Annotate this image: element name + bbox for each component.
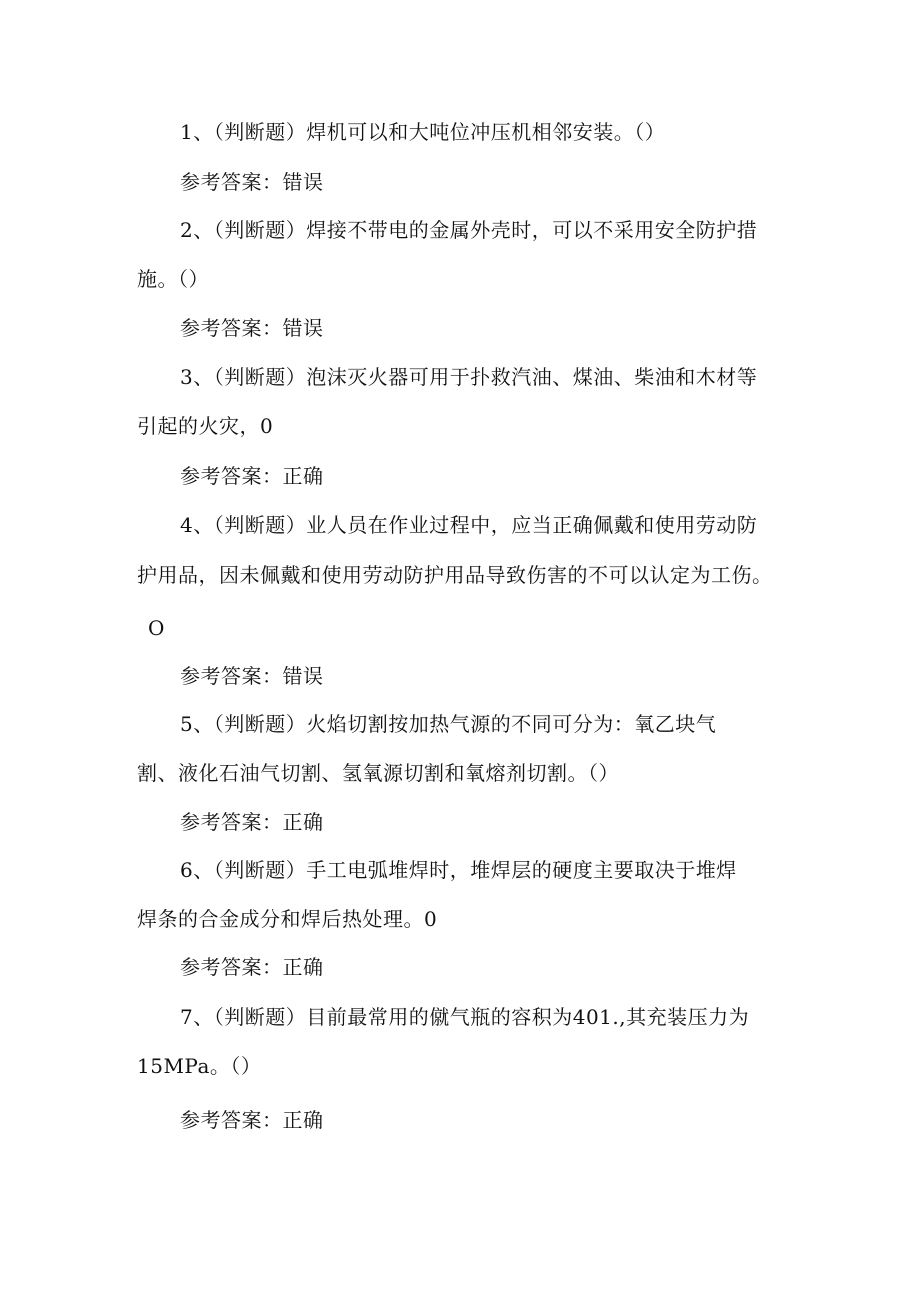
question-1-line-1: 1、（判断题）焊机可以和大吨位冲压机相邻安装。（） (180, 120, 666, 144)
question-3-line-2: 引起的火灾，0 (137, 414, 274, 438)
question-2-answer: 参考答案：错误 (180, 316, 324, 340)
question-4-line-2: 护用品，因未佩戴和使用劳动防护用品导致伤害的不可以认定为工伤。 (137, 563, 773, 587)
question-7-answer: 参考答案：正确 (180, 1108, 324, 1132)
question-7-line-2: 15MPa。（） (137, 1054, 262, 1078)
question-5-answer: 参考答案：正确 (180, 810, 324, 834)
question-6-line-2: 焊条的合金成分和焊后热处理。0 (137, 907, 438, 931)
question-5-line-1: 5、（判断题）火焰切割按加热气源的不同可分为：氧乙块气 (180, 712, 717, 736)
question-1-answer: 参考答案：错误 (180, 170, 324, 194)
question-2-line-1: 2、（判断题）焊接不带电的金属外壳时，可以不采用安全防护措 (180, 218, 758, 242)
question-2-line-2: 施。（） (137, 267, 209, 291)
question-3-answer: 参考答案：正确 (180, 464, 324, 488)
question-4-answer: 参考答案：错误 (180, 664, 324, 688)
question-7-line-1: 7、（判断题）目前最常用的僦气瓶的容积为401.,其充装压力为 (180, 1005, 750, 1029)
question-4-line-3: O (148, 616, 165, 640)
question-3-line-1: 3、（判断题）泡沫灭火器可用于扑救汽油、煤油、柴油和木材等 (180, 365, 758, 389)
question-6-line-1: 6、（判断题）手工电弧堆焊时，堆焊层的硬度主要取决于堆焊 (180, 858, 737, 882)
question-6-answer: 参考答案：正确 (180, 955, 324, 979)
question-5-line-2: 割、液化石油气切割、氢氧源切割和氧熔剂切割。（） (137, 761, 619, 785)
question-4-line-1: 4、（判断题）业人员在作业过程中，应当正确佩戴和使用劳动防 (180, 513, 758, 537)
